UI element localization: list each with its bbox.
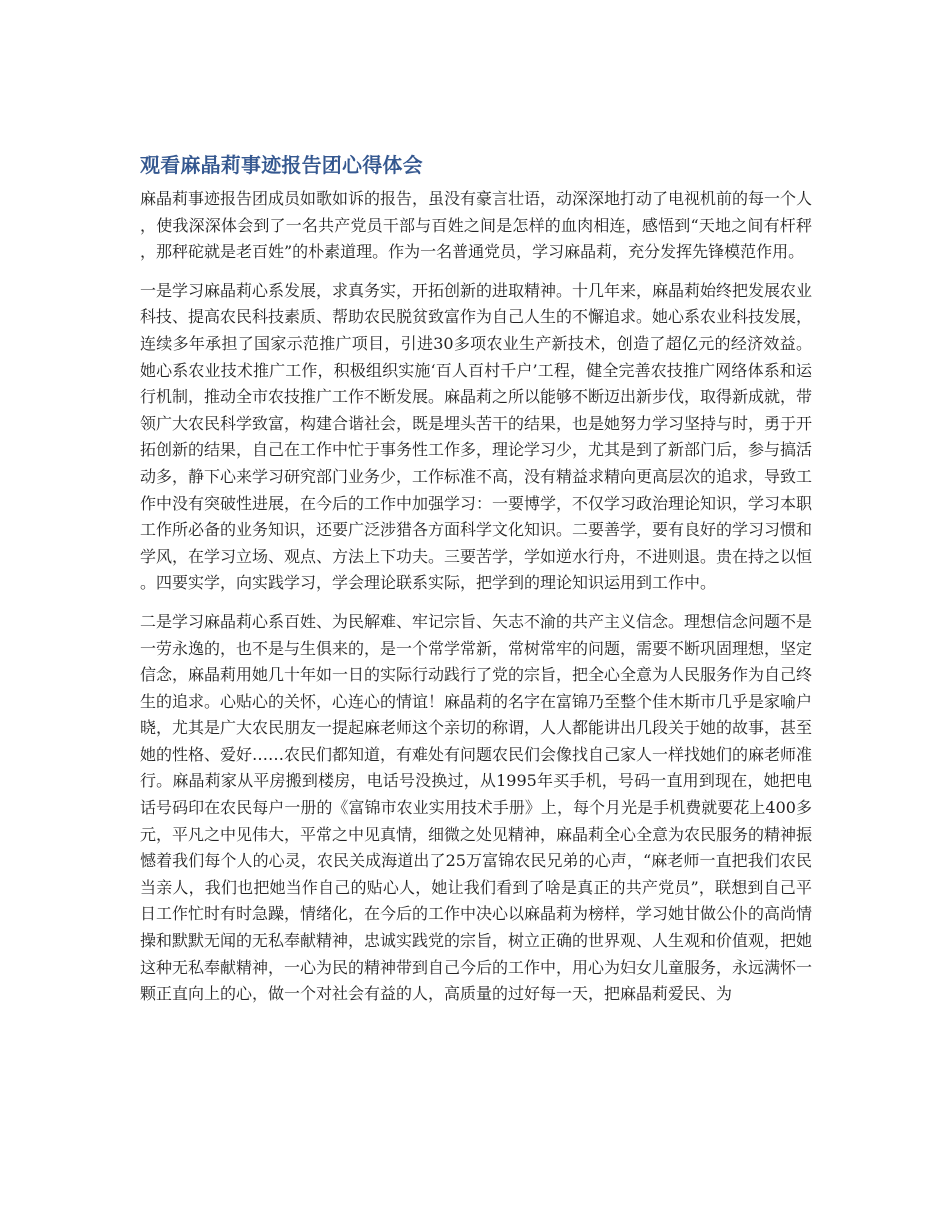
paragraph-point-one: 一是学习麻晶莉心系发展，求真务实，开拓创新的进取精神。十几年来，麻晶莉始终把发展农业科技、提高农民科技素质、帮助农民脱贫致富作为自己人生的不懈追求。她心系农业科技发展，连续多年承担了国家示范推广项目，引进30多项农业生产新技术，创造了超亿元的经济效益。她心系农业技术推广工作，积极组织实施‘百人百村千户’工程，健全完善农技推广网络体系和运行机制，推动全市农技推广工作不断发展。麻晶莉之所以能够不断迈出新步伐，取得新成就，带领广大农民科学致富，构建合谐社会，既是埋头苦干的结果，也是她努力学习坚持与时，勇于开拓创新的结果，自己在工作中忙于事务性工作多，理论学习少，尤其是到了新部门后，参与搞活动多，静下心来学习研究部门业务少，工作标准不高，没有精益求精向更高层次的追求，导致工作中没有突破性进展，在今后的工作中加强学习：一要博学，不仅学习政治理论知识，学习本职工作所必备的业务知识，还要广泛涉猎各方面科学文化知识。二要善学，要有良好的学习习惯和学风，在学习立场、观点、方法上下功夫。三要苦学，学如逆水行舟，不进则退。贵在持之以恒。四要实学，向实践学习，学会理论联系实际，把学到的理论知识运用到工作中。 [140, 280, 813, 593]
paragraph-intro: 麻晶莉事迹报告团成员如歌如诉的报告，虽没有豪言壮语，动深深地打动了电视机前的每一个人，使我深深体会到了一名共产党员干部与百姓之间是怎样的血肉相连，感悟到“天地之间有杆秤，那秤砣就是老百姓”的朴素道理。作为一名普通党员，学习麻晶莉，充分发挥先锋模范作用。 [140, 189, 813, 262]
document-title: 观看麻晶莉事迹报告团心得体会 [140, 153, 423, 177]
paragraph-point-two: 二是学习麻晶莉心系百姓、为民解难、牢记宗旨、矢志不渝的共产主义信念。理想信念问题不是一劳永逸的，也不是与生俱来的，是一个常学常新，常树常牢的问题，需要不断巩固理想，坚定信念，麻晶莉用她几十年如一日的实际行动践行了党的宗旨，把全心全意为人民服务作为自己终生的追求。心贴心的关怀，心连心的情谊！麻晶莉的名字在富锦乃至整个佳木斯市几乎是家喻户晓，尤其是广大农民朋友一提起麻老师这个亲切的称谓，人人都能讲出几段关于她的故事，甚至她的性格、爱好……农民们都知道，有难处有问题农民们会像找自己家人一样找她们的麻老师准行。麻晶莉家从平房搬到楼房，电话号没换过，从1995年买手机，号码一直用到现在，她把电话号码印在农民每户一册的《富锦市农业实用技术手册》上，每个月光是手机费就要花上400多元，平凡之中见伟大，平常之中见真情，细微之处见精神，麻晶莉全心全意为农民服务的精神振憾着我们每个人的心灵，农民关成海道出了25万富锦农民兄弟的心声，“麻老师一直把我们农民当亲人，我们也把她当作自己的贴心人，她让我们看到了啥是真正的共产党员”，联想到自己平日工作忙时有时急躁，情绪化，在今后的工作中决心以麻晶莉为榜样，学习她甘做公仆的高尚情操和默默无闻的无私奉献精神，忠诚实践党的宗旨，树立正确的世界观、人生观和价值观，把她这种无私奉献精神，一心为民的精神带到自己今后的工作中，用心为妇女儿童服务，永远满怀一颗正直向上的心，做一个对社会有益的人，高质量的过好每一天，把麻晶莉爱民、为 [140, 611, 813, 1004]
document-page [140, 150, 812, 1020]
